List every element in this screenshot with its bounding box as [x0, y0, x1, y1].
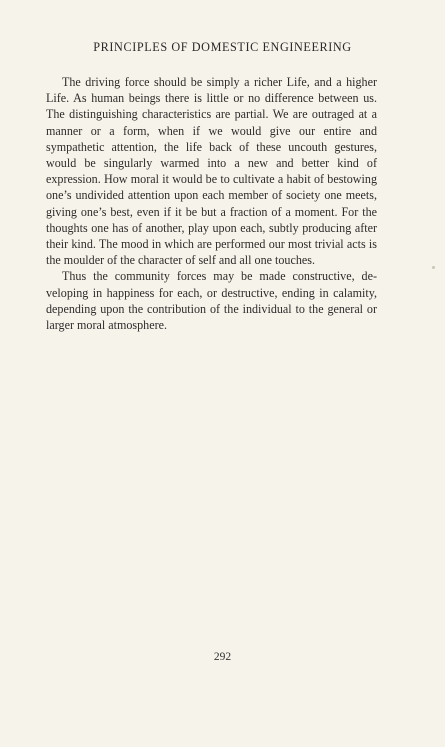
body-text: [46, 74, 377, 333]
paragraph-1: The driving force should be simply a richer Life, and a higher Life. As human beings there is little or no difference between us. The distinguishing characteristics are partial. We are outraged at a manner or a form, when if we would give our entire and sympathetic attention, the life back of these uncouth gestures, would be singularly warmed into a new and better kind of expression. How moral it would be to cultivate a habit of bestowing one’s undivided attention upon each member of society one meets, giving one’s best, even if it be but a fraction of a moment. For the thoughts one has of another, play upon each, subtly producing after their kind. The mood in which are performed our most trivial acts is the moulder of the character of self and all one touches.: [46, 75, 377, 268]
paragraph-2: Thus the community forces may be made constructive, developing in happiness for each, or destructive, ending in calamity, depending upon the contribution of the individual to the general or larger moral atmosphere.: [46, 269, 377, 333]
running-head: PRINCIPLES OF DOMESTIC ENGINEERING: [93, 40, 352, 54]
paper-speck: [432, 266, 435, 269]
page-number: 292: [213, 651, 232, 663]
